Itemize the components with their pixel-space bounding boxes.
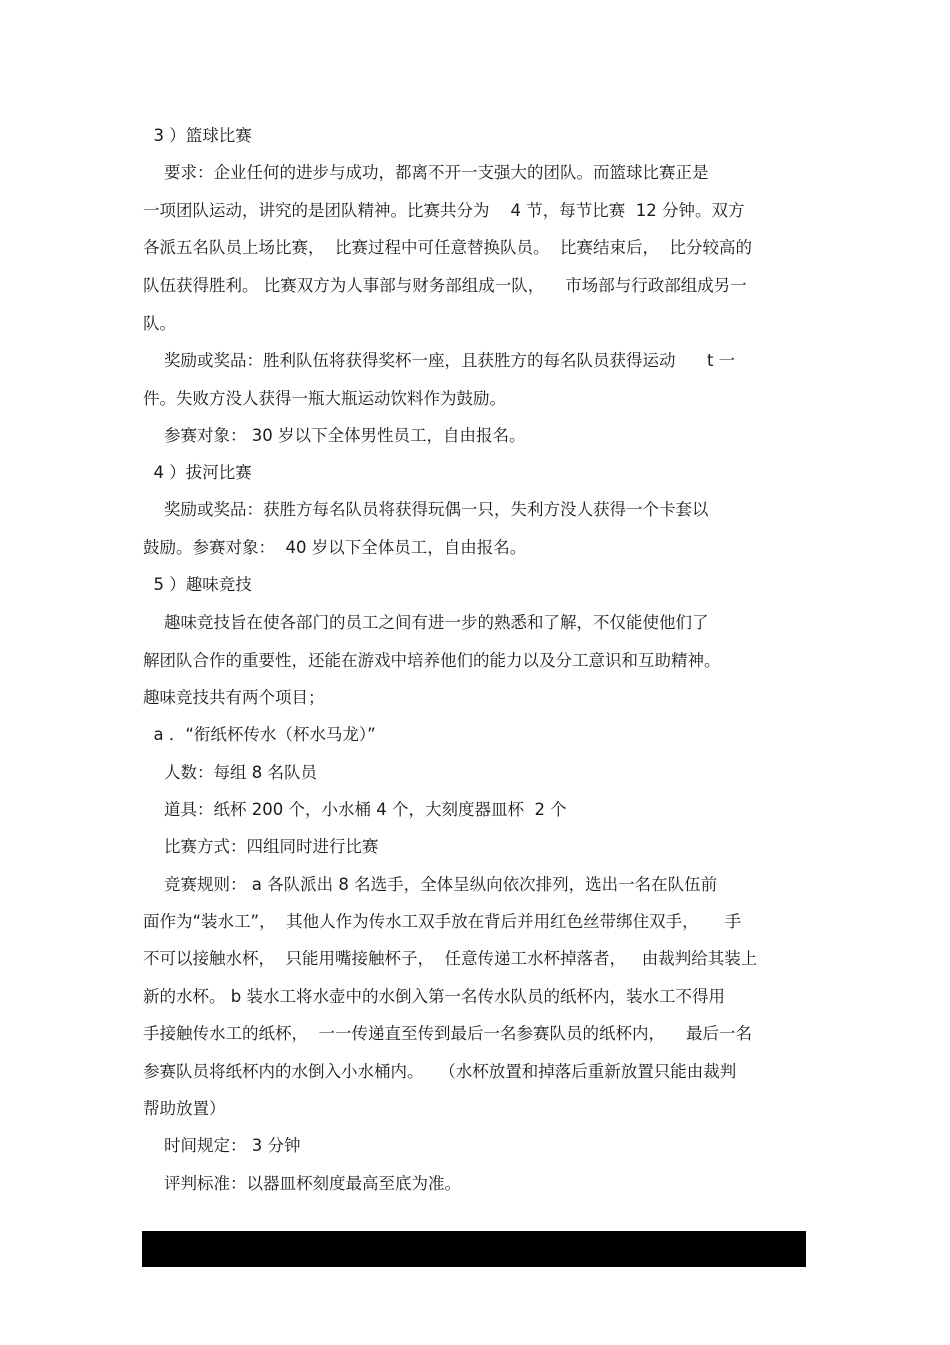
paragraph-line: 趣味竞技旨在使各部门的员工之间有进一步的熟悉和了解，不仅能使他们了 [143,613,709,632]
paragraph-line: 时间规定： 3 分钟 [143,1136,301,1155]
paragraph-line: 帮助放置） [143,1099,226,1118]
paragraph-line: 队。 [143,314,176,333]
paragraph-line: 一项团队运动，讲究的是团队精神。比赛共分为 4 节，每节比赛 12 分钟。双方 [143,201,745,220]
footer-bar [142,1231,806,1267]
subsection-heading-a: a ．“衔纸杯传水（杯水马龙）” [143,725,376,744]
paragraph-line: 趣味竞技共有两个项目； [143,688,325,707]
paragraph-line: 人数：每组 8 名队员 [143,763,317,782]
paragraph-line: 参赛对象： 30 岁以下全体男性员工，自由报名。 [143,426,526,445]
section-heading-fun-games: 5 ）趣味竞技 [143,575,252,594]
paragraph-line: 道具：纸杯 200 个，小水桶 4 个，大刻度器皿杯 2 个 [143,800,567,819]
paragraph-line: 评判标准：以器皿杯刻度最高至底为准。 [143,1174,461,1193]
paragraph-line: 解团队合作的重要性，还能在游戏中培养他们的能力以及分工意识和互助精神。 [143,651,721,670]
paragraph-line: 要求：企业任何的进步与成功，都离不开一支强大的团队。而篮球比赛正是 [143,163,709,182]
paragraph-line: 奖励或奖品：胜利队伍将获得奖杯一座，且获胜方的每名队员获得运动 t 一 [143,351,736,370]
paragraph-line: 鼓励。参赛对象： 40 岁以下全体员工，自由报名。 [143,538,527,557]
section-heading-basketball: 3 ）篮球比赛 [143,126,252,145]
paragraph-line: 参赛队员将纸杯内的水倒入小水桶内。 （水杯放置和掉落后重新放置只能由裁判 [143,1062,737,1081]
section-heading-tug-of-war: 4 ）拔河比赛 [143,463,252,482]
paragraph-line: 不可以接触水杯， 只能用嘴接触杯子， 任意传递工水杯掉落者， 由裁判给其装上 [143,949,758,968]
paragraph-line: 手接触传水工的纸杯， 一一传递直至传到最后一名参赛队员的纸杯内， 最后一名 [143,1024,752,1043]
paragraph-line: 奖励或奖品：获胜方每名队员将获得玩偶一只，失利方没人获得一个卡套以 [143,500,709,519]
paragraph-line: 比赛方式：四组同时进行比赛 [143,837,379,856]
paragraph-line: 新的水杯。 b 装水工将水壶中的水倒入第一名传水队员的纸杯内，装水工不得用 [143,987,725,1006]
paragraph-line: 队伍获得胜利。 比赛双方为人事部与财务部组成一队， 市场部与行政部组成另一 [143,276,747,295]
paragraph-line: 件。失败方没人获得一瓶大瓶运动饮料作为鼓励。 [143,389,506,408]
paragraph-line: 竞赛规则： a 各队派出 8 名选手，全体呈纵向依次排列，选出一名在队伍前 [143,875,718,894]
paragraph-line: 面作为“装水工”， 其他人作为传水工双手放在背后并用红色丝带绑住双手， 手 [143,912,742,931]
paragraph-line: 各派五名队员上场比赛， 比赛过程中可任意替换队员。 比赛结束后， 比分较高的 [143,238,752,257]
